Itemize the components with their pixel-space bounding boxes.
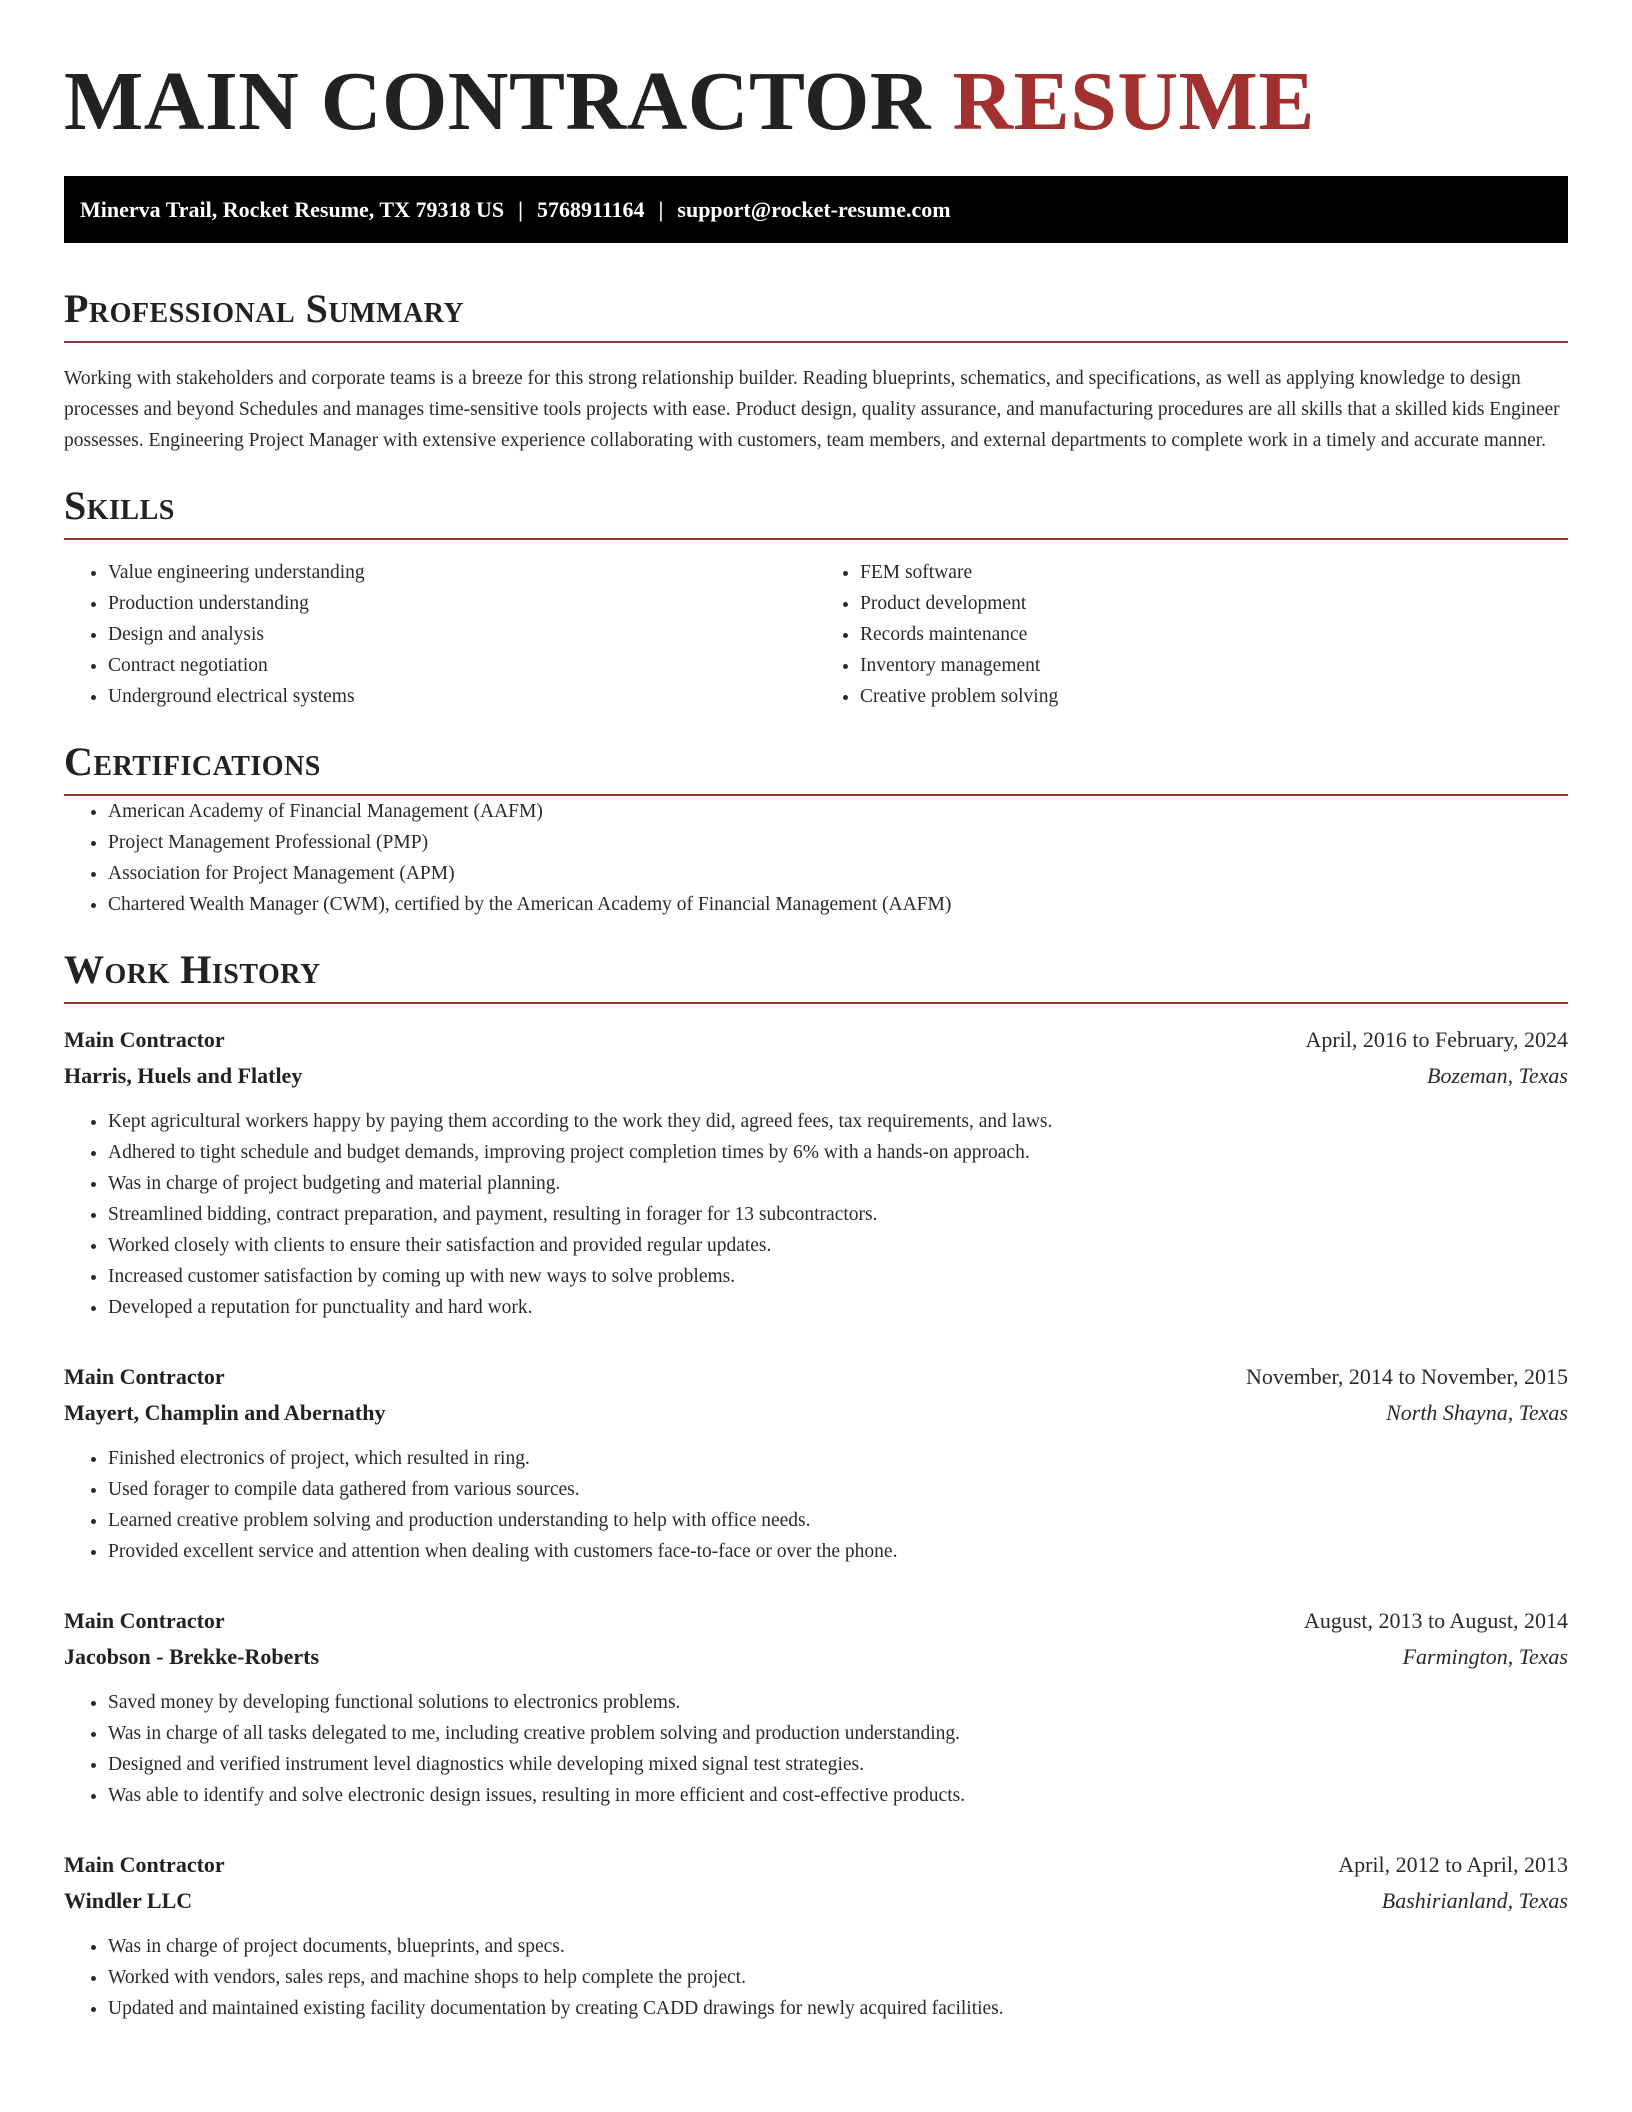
job-bullet: • Adhered to tight schedule and budget demands, improving project completion times by 6% with a hands-on approach. xyxy=(108,1137,1568,1168)
job-entry xyxy=(64,1359,1568,1567)
skills-grid xyxy=(64,557,1568,712)
job-bullet: • Worked with vendors, sales reps, and machine shops to help complete the project. xyxy=(108,1962,1568,1993)
job-bullets xyxy=(64,1931,1568,2024)
section-title-work-history: Work History xyxy=(64,947,321,992)
job-header-row xyxy=(64,1847,1568,1883)
job-bullet: • Saved money by developing functional solutions to electronics problems. xyxy=(108,1687,1568,1718)
job-bullet: • Was able to identify and solve electronic design issues, resulting in more efficient and cost-effective products. xyxy=(108,1780,1568,1811)
job-company: Mayert, Champlin and Abernathy xyxy=(64,1400,386,1425)
job-company-row xyxy=(64,1395,1568,1431)
list-item: • Underground electrical systems xyxy=(108,681,816,712)
skills-list-left xyxy=(64,557,816,712)
job-company: Windler LLC xyxy=(64,1888,193,1913)
list-item: • Creative problem solving xyxy=(860,681,1568,712)
contact-bar xyxy=(64,176,1568,243)
certifications-list xyxy=(64,796,1568,920)
job-location: Bozeman, Texas xyxy=(1427,1063,1568,1088)
section-divider xyxy=(64,538,1568,540)
list-item: • American Academy of Financial Management (AAFM) xyxy=(108,796,1568,827)
list-item: • Product development xyxy=(860,588,1568,619)
job-bullet: • Streamlined bidding, contract preparation, and payment, resulting in forager for 13 subcontractors. xyxy=(108,1199,1568,1230)
list-item: • Design and analysis xyxy=(108,619,816,650)
job-bullet: • Learned creative problem solving and production understanding to help with office needs. xyxy=(108,1505,1568,1536)
job-header-row xyxy=(64,1603,1568,1639)
contact-separator: | xyxy=(658,196,664,222)
job-bullets xyxy=(64,1687,1568,1811)
list-item: • Project Management Professional (PMP) xyxy=(108,827,1568,858)
job-header-row xyxy=(64,1022,1568,1058)
job-bullet: • Provided excellent service and attention when dealing with customers face-to-face or over the phone. xyxy=(108,1536,1568,1567)
skills-section xyxy=(64,482,1568,712)
certifications-section xyxy=(64,738,1568,920)
job-bullet: • Increased customer satisfaction by coming up with new ways to solve problems. xyxy=(108,1261,1568,1292)
job-bullet: • Designed and verified instrument level diagnostics while developing mixed signal test strategies. xyxy=(108,1749,1568,1780)
list-item: • Contract negotiation xyxy=(108,650,816,681)
section-title-skills: Skills xyxy=(64,483,175,528)
job-location: North Shayna, Texas xyxy=(1386,1400,1568,1425)
job-location: Bashirianland, Texas xyxy=(1381,1888,1568,1913)
section-title-summary: Professional Summary xyxy=(64,286,465,331)
contact-phone: 5768911164 xyxy=(536,196,645,222)
contact-separator: | xyxy=(518,196,523,222)
summary-section xyxy=(64,285,1568,456)
job-entry xyxy=(64,1022,1568,1323)
skills-list-right xyxy=(816,557,1568,712)
job-dates: November, 2014 to November, 2015 xyxy=(1245,1364,1568,1389)
job-title: Main Contractor xyxy=(64,1364,225,1389)
list-item: • Association for Project Management (APM) xyxy=(108,858,1568,889)
section-divider xyxy=(64,1002,1568,1004)
job-bullet: • Was in charge of project documents, blueprints, and specs. xyxy=(108,1931,1568,1962)
job-bullet: • Was in charge of project budgeting and material planning. xyxy=(108,1168,1568,1199)
job-title: Main Contractor xyxy=(64,1027,225,1052)
resume-page xyxy=(64,0,1568,2024)
job-company-row xyxy=(64,1058,1568,1094)
job-dates: April, 2016 to February, 2024 xyxy=(1305,1027,1568,1052)
job-bullet: • Updated and maintained existing facility documentation by creating CADD drawings for newly acquired facilities. xyxy=(108,1993,1568,2024)
job-bullet: • Was in charge of all tasks delegated to me, including creative problem solving and production understanding. xyxy=(108,1718,1568,1749)
job-dates: April, 2012 to April, 2013 xyxy=(1338,1852,1568,1877)
job-bullet: • Finished electronics of project, which resulted in ring. xyxy=(108,1443,1568,1474)
job-entry xyxy=(64,1603,1568,1811)
job-company: Jacobson - Brekke-Roberts xyxy=(64,1644,320,1669)
section-title-certifications: Certifications xyxy=(64,739,321,784)
list-item: • Production understanding xyxy=(108,588,816,619)
job-bullet: • Used forager to compile data gathered from various sources. xyxy=(108,1474,1568,1505)
job-title: Main Contractor xyxy=(64,1852,225,1877)
job-entry xyxy=(64,1847,1568,2024)
job-dates: August, 2013 to August, 2014 xyxy=(1303,1608,1568,1633)
list-item: • Inventory management xyxy=(860,650,1568,681)
job-company-row xyxy=(64,1639,1568,1675)
resume-title xyxy=(64,0,1568,152)
job-bullet: • Developed a reputation for punctuality and hard work. xyxy=(108,1292,1568,1323)
job-bullet: • Worked closely with clients to ensure their satisfaction and provided regular updates. xyxy=(108,1230,1568,1261)
summary-text: Working with stakeholders and corporate teams is a breeze for this strong relationship builder. Reading blueprints, schematics, and specifications, as well as applying knowledge to design processes and beyond Schedules and manages time-sensitive tools projects with ease. Product design, quality assurance, and manufacturing procedures are all skills that a skilled kids Engineer possesses. Engineering Project Manager with extensive experience collaborating with customers, team members, and external departments to complete work in a timely and accurate manner. xyxy=(64,368,1560,451)
job-location: Farmington, Texas xyxy=(1402,1644,1568,1669)
job-company: Harris, Huels and Flatley xyxy=(64,1063,303,1088)
job-bullets xyxy=(64,1443,1568,1567)
list-item: • Chartered Wealth Manager (CWM), certified by the American Academy of Financial Management (AAFM) xyxy=(108,889,1568,920)
list-item: • FEM software xyxy=(860,557,1568,588)
job-bullets xyxy=(64,1106,1568,1323)
job-title: Main Contractor xyxy=(64,1608,225,1633)
jobs-container xyxy=(64,1022,1568,2024)
work-history-section xyxy=(64,946,1568,2024)
section-divider xyxy=(64,341,1568,343)
job-company-row xyxy=(64,1883,1568,1919)
title-accent: RESUME xyxy=(952,55,1315,148)
contact-email: support@rocket-resume.com xyxy=(677,196,951,222)
list-item: • Records maintenance xyxy=(860,619,1568,650)
contact-address: Minerva Trail, Rocket Resume, TX 79318 US xyxy=(80,196,505,222)
list-item: • Value engineering understanding xyxy=(108,557,816,588)
title-main: MAIN CONTRACTOR xyxy=(64,55,931,148)
job-header-row xyxy=(64,1359,1568,1395)
job-bullet: • Kept agricultural workers happy by paying them according to the work they did, agreed fees, tax requirements, and laws. xyxy=(108,1106,1568,1137)
